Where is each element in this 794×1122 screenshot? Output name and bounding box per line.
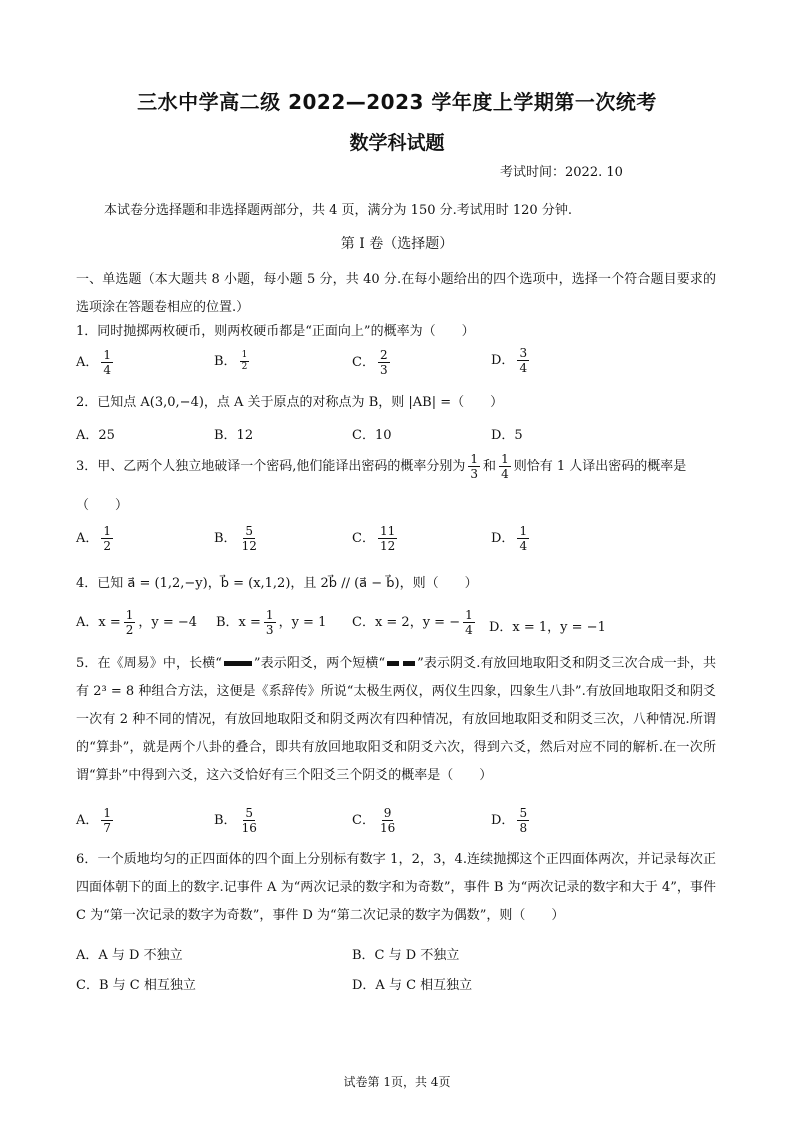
q2-option-c: C．10 xyxy=(352,428,392,443)
page-footer: 试卷第 1页，共 4页 xyxy=(343,1075,451,1089)
q1-stem: 1．同时抛掷两枚硬币，则两枚硬币都是“正面向上”的概率为（ ） xyxy=(76,324,475,339)
q6-option-a: A．A 与 D 不独立 xyxy=(76,948,183,963)
q4-stem: 4．已知 a⃗ = (1,2,−y)，b⃗ = (x,1,2)，且 2b⃗ // (a⃗ − b⃗)，则（ ） xyxy=(76,576,478,591)
q2-option-b: B．12 xyxy=(214,428,254,443)
q5-option-d: D． $\frac{5}{8}$ xyxy=(491,806,528,835)
q6-option-d: D．A 与 C 相互独立 xyxy=(352,978,473,993)
q1-option-c: C． $\frac{2}{3}$ xyxy=(352,348,388,377)
q3-option-d: D． $\frac{1}{4}$ xyxy=(491,524,528,553)
q3-option-b: B． $\frac{5}{12}$ xyxy=(214,524,257,553)
yin-yao-symbol-right xyxy=(403,661,415,666)
q6-option-c: C．B 与 C 相互独立 xyxy=(76,978,196,993)
q6-stem: 6．一个质地均匀的正四面体的四个面上分别标有数字 1，2，3，4.连续抛掷这个正四面体两次，并记录每次正四面体朝下的面上的数字.记事件 A 为“两次记录的数字和为奇数”，事件 B 为“两次记录的数字和大于 4”，事件 C 为“第一次记录的数字为奇数”，事件 D 为“第二次记录的数字为偶数”，则（ ） xyxy=(76,852,716,923)
q5-stem: 5．在《周易》中，长横“ ”表示阳爻，两个短横“ ”表示阴爻.有放回地取阳爻和阴爻三次合成一卦，共有 2³ = 8 种组合方法，这便是《系辞传》所说“太极生两仪，两仪生四象，四象生八卦”.有放回地取阳爻和阴爻一次有 2 种不同的情况，有放回地取阳爻和阴爻两次有四种情况，有放回地取阳爻和阴爻三次，八种情况.所谓的“算卦”，就是两个八卦的叠合，即共有放回地取阳爻和阴爻六次，得到六爻，然后对应不同的解析.在一次所谓“算卦”中得到六爻，这六爻恰好有三个阳爻三个阴爻的概率是（ ） xyxy=(76,656,716,783)
q3-paren: （ ） xyxy=(76,498,129,513)
q3-stem: 3．甲、乙两个人独立地破译一个密码,他们能译出密码的概率分别为 $\frac{1}{3}$ 和 $\frac{1}{4}$ 则恰有 1 人译出密码的概率是 xyxy=(76,452,687,481)
yang-yao-symbol xyxy=(224,661,252,666)
section1-heading: 一、单选题（本大题共 8 小题，每小题 5 分，共 40 分.在每小题给出的四个选项中，选择一个符合题目要求的选项涂在答题卷相应的位置.） xyxy=(76,272,716,315)
q4-option-a: A．x = $\frac{1}{2}$ ，y = −4 xyxy=(76,608,198,637)
q1-option-a: A． $\frac{1}{4}$ xyxy=(76,348,112,377)
exam-subtitle: 数学科试题 xyxy=(349,132,445,154)
q6-option-b: B．C 与 D 不独立 xyxy=(352,948,460,963)
q5-option-a: A． $\frac{1}{7}$ xyxy=(76,806,112,835)
q5-option-b: B． $\frac{5}{16}$ xyxy=(214,806,257,835)
q5-option-c: C． $\frac{9}{16}$ xyxy=(352,806,396,835)
q2-stem: 2．已知点 A(3,0,−4)，点 A 关于原点的对称点为 B，则 |AB| =（ ） xyxy=(76,395,504,410)
exam-title: 三水中学高二级 2022—2023 学年度上学期第一次统考 xyxy=(137,90,657,114)
q4-option-c: C．x = 2，y = − $\frac{1}{4}$ xyxy=(352,608,473,637)
q4-option-b: B．x = $\frac{1}{3}$ ，y = 1 xyxy=(216,608,327,637)
q4-option-d: D．x = 1，y = −1 xyxy=(489,620,606,635)
yin-yao-symbol-left xyxy=(387,661,399,666)
q2-option-d: D．5 xyxy=(491,428,523,443)
q2-option-a: A．25 xyxy=(76,428,115,443)
part1-title: 第 I 卷（选择题） xyxy=(340,236,454,252)
intro-text: 本试卷分选择题和非选择题两部分，共 4 页，满分为 150 分.考试用时 120 分钟. xyxy=(104,203,572,218)
q1-option-d: D． $\frac{3}{4}$ xyxy=(491,346,528,375)
q1-option-b: B． $\frac{1}{2}$ xyxy=(214,350,248,372)
exam-time: 考试时间：2022. 10 xyxy=(500,165,623,180)
q3-option-c: C． $\frac{11}{12}$ xyxy=(352,524,396,553)
q3-option-a: A． $\frac{1}{2}$ xyxy=(76,524,112,553)
